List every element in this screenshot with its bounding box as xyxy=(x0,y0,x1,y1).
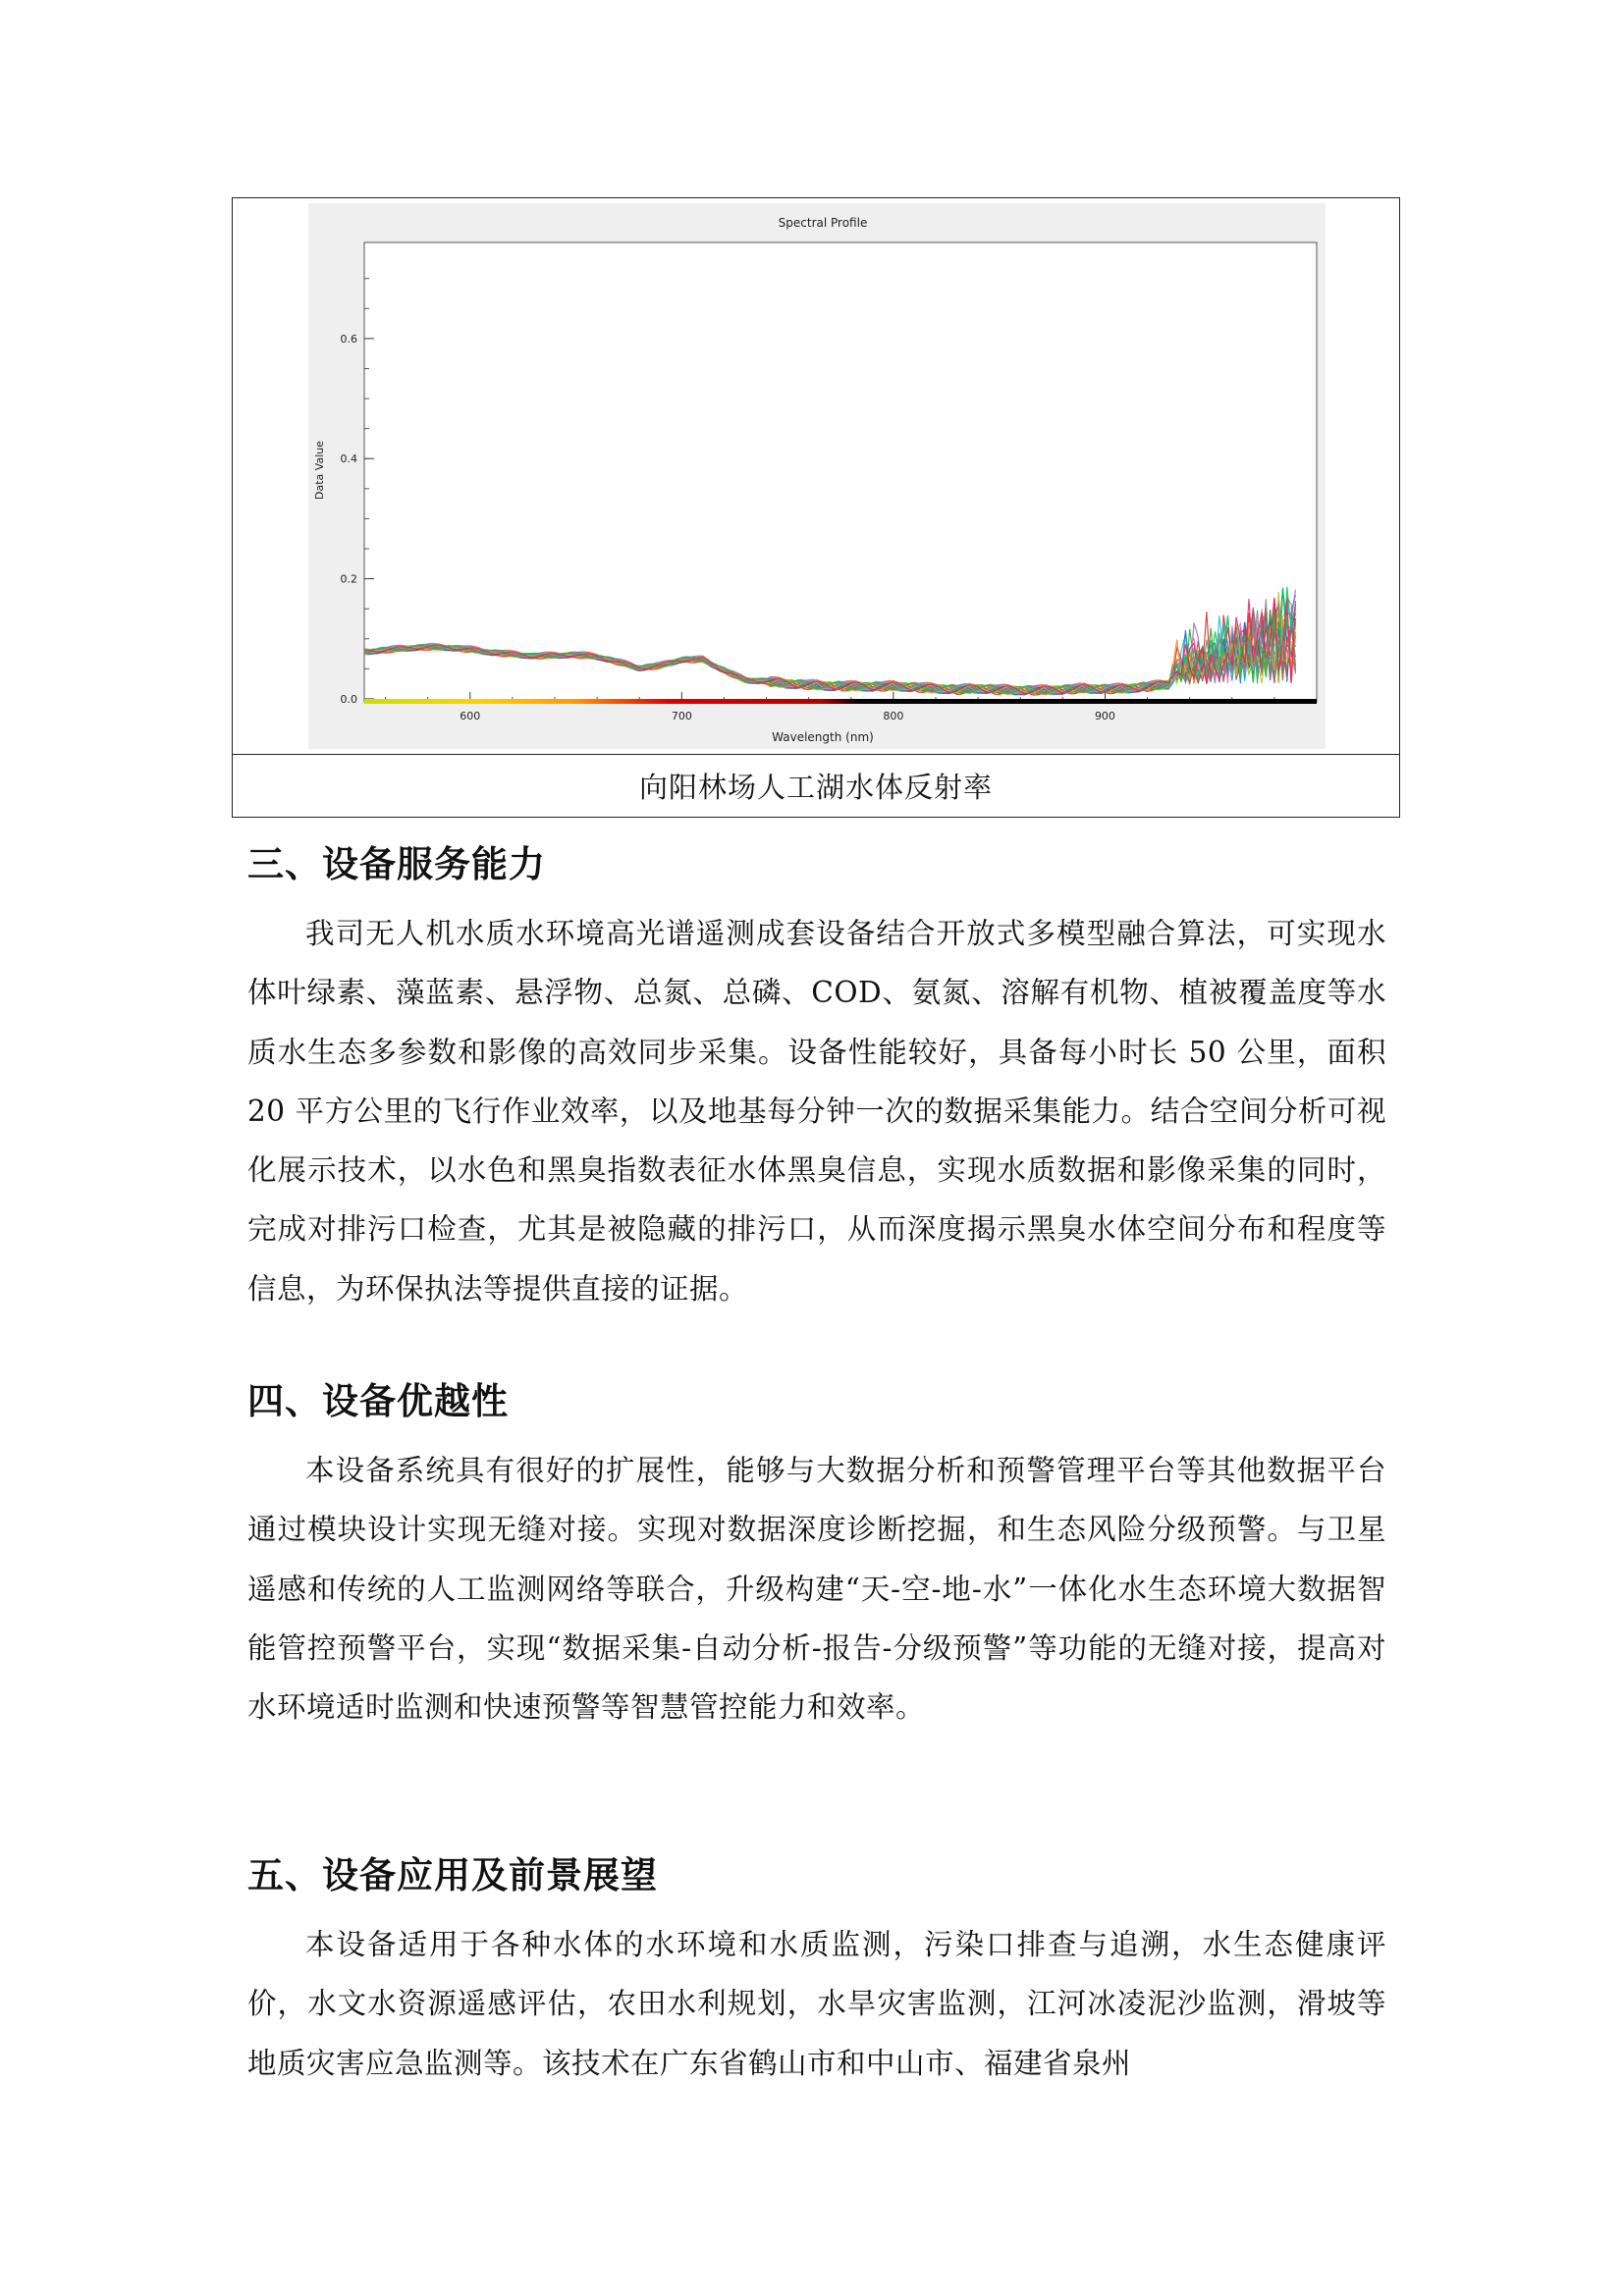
section-service-capability xyxy=(247,839,1386,1318)
spectral-profile-chart xyxy=(308,203,1326,749)
figure-frame xyxy=(232,197,1400,818)
plot-area xyxy=(364,242,1317,702)
section-paragraph: 本设备适用于各种水体的水环境和水质监测，污染口排查与追溯，水生态健康评价，水文水资源遥感评估，农田水利规划，水旱灾害监测，江河冰凌泥沙监测，滑坡等地质灾害应急监测等。该技术在广东省鹤山市和中山市、福建省泉州 xyxy=(247,1928,1386,2080)
x-tick-label: 600 xyxy=(460,710,481,722)
chart-title: Spectral Profile xyxy=(778,216,868,230)
y-tick-label: 0.6 xyxy=(340,332,357,346)
x-tick-label: 700 xyxy=(671,710,692,722)
x-tick-label: 800 xyxy=(883,710,904,722)
figure-caption: 向阳林场人工湖水体反射率 xyxy=(638,771,993,804)
wavelength-colorbar xyxy=(364,699,1317,704)
section-advantages xyxy=(247,1376,1386,1736)
y-tick-label: 0.4 xyxy=(340,453,357,466)
y-tick-label: 0.2 xyxy=(340,572,357,586)
section-applications-outlook xyxy=(247,1850,1386,2093)
section-heading: 五、设备应用及前景展望 xyxy=(247,1854,658,1896)
chart-canvas xyxy=(308,203,1326,749)
x-axis-label: Wavelength (nm) xyxy=(772,730,874,744)
x-tick-label: 900 xyxy=(1094,710,1115,722)
section-paragraph: 我司无人机水质水环境高光谱遥测成套设备结合开放式多模型融合算法，可实现水体叶绿素、藻蓝素、悬浮物、总氮、总磷、COD、氨氮、溶解有机物、植被覆盖度等水质水生态多参数和影像的高效同步采集。设备性能较好，具备每小时长 50 公里，面积 20 平方公里的飞行作业效率，以及地基每分钟一次的数据采集能力。结合空间分析可视化展示技术，以水色和黑臭指数表征水体黑臭信息，实现水质数据和影像采集的同时，完成对排污口检查，尤其是被隐藏的排污口，从而深度揭示黑臭水体空间分布和程度等信息，为环保执法等提供直接的证据。 xyxy=(247,917,1386,1306)
section-paragraph: 本设备系统具有很好的扩展性，能够与大数据分析和预警管理平台等其他数据平台通过模块设计实现无缝对接。实现对数据深度诊断挖掘，和生态风险分级预警。与卫星遥感和传统的人工监测网络等联合，升级构建“天-空-地-水”一体化水生态环境大数据智能管控预警平台，实现“数据采集-自动分析-报告-分级预警”等功能的无缝对接，提高对水环境适时监测和快速预警等智慧管控能力和效率。 xyxy=(247,1454,1386,1725)
y-axis-label: Data Value xyxy=(313,441,326,500)
y-tick-label: 0.0 xyxy=(340,692,357,706)
section-heading: 三、设备服务能力 xyxy=(247,843,546,885)
section-heading: 四、设备优越性 xyxy=(247,1380,509,1422)
